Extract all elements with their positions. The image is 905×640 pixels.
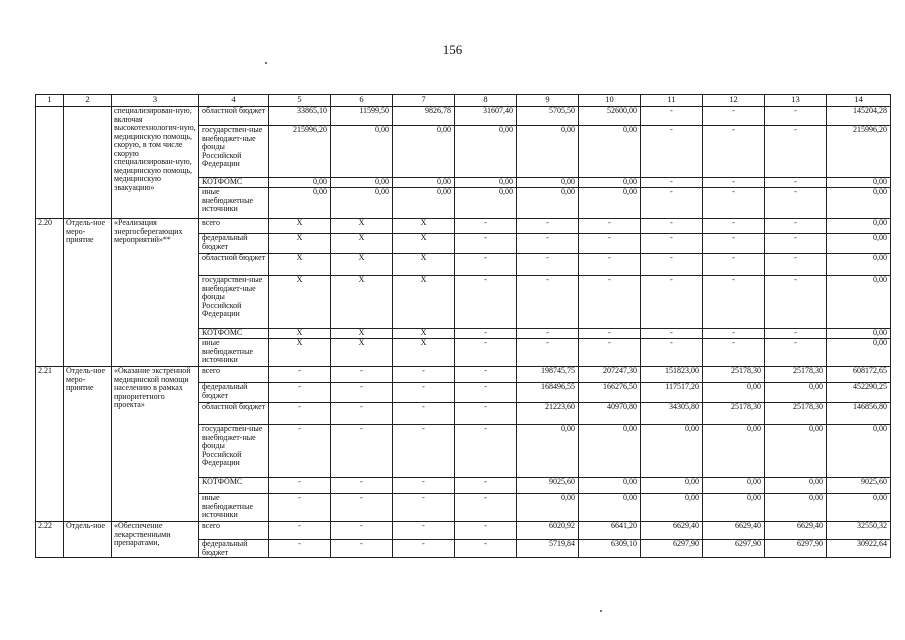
amount-cell: 5719,84 — [517, 540, 579, 558]
scan-speck — [265, 62, 267, 64]
amount-cell: 0,00 — [517, 425, 579, 478]
amount-cell: X — [269, 254, 331, 276]
amount-cell: - — [517, 276, 579, 329]
funding-source: областной бюджет — [199, 254, 269, 276]
amount-cell: - — [455, 219, 517, 234]
amount-cell: 0,00 — [579, 178, 641, 188]
funding-source: КОТФОМС — [199, 329, 269, 339]
amount-cell: 0,00 — [269, 188, 331, 219]
amount-cell: 151823,00 — [641, 367, 703, 383]
funding-source: областной бюджет — [199, 107, 269, 126]
funding-source: областной бюджет — [199, 403, 269, 425]
amount-cell: 215996,20 — [269, 126, 331, 178]
amount-cell: - — [765, 329, 827, 339]
amount-cell: - — [765, 219, 827, 234]
amount-cell: - — [393, 425, 455, 478]
column-number: 10 — [579, 95, 641, 107]
column-number: 2 — [64, 95, 112, 107]
measure-number: 2.21 — [36, 367, 64, 522]
column-number: 8 — [455, 95, 517, 107]
amount-cell: 0,00 — [703, 494, 765, 522]
amount-cell: 145204,28 — [827, 107, 891, 126]
funding-source: государствен-ные внебюджет-ные фонды Российской Федерации — [199, 425, 269, 478]
amount-cell: X — [331, 219, 393, 234]
measure-type — [64, 107, 112, 219]
amount-cell: 0,00 — [641, 425, 703, 478]
table-row — [36, 522, 891, 540]
amount-cell: 11599,50 — [331, 107, 393, 126]
amount-cell: 0,00 — [517, 188, 579, 219]
amount-cell: 9025,60 — [517, 478, 579, 494]
column-number: 6 — [331, 95, 393, 107]
amount-cell: - — [641, 339, 703, 367]
amount-cell: 0,00 — [331, 188, 393, 219]
amount-cell: 0,00 — [517, 126, 579, 178]
amount-cell: - — [517, 234, 579, 254]
measure-name: специализирован-ную, включая высокотехнологич-ную, медицинскую помощь, скорую, в том числе скорую специализирован-ную, медицинскую помощь, медицинскую эвакуацию» — [112, 107, 199, 219]
amount-cell: - — [641, 188, 703, 219]
amount-cell: 0,00 — [827, 219, 891, 234]
amount-cell: - — [455, 383, 517, 403]
amount-cell: X — [393, 339, 455, 367]
scan-speck — [600, 610, 602, 612]
amount-cell: X — [331, 234, 393, 254]
amount-cell: - — [765, 234, 827, 254]
amount-cell: - — [393, 383, 455, 403]
amount-cell: - — [517, 219, 579, 234]
amount-cell: - — [579, 219, 641, 234]
amount-cell: - — [455, 367, 517, 383]
amount-cell: - — [703, 329, 765, 339]
amount-cell: - — [703, 219, 765, 234]
amount-cell: - — [703, 178, 765, 188]
funding-source: государствен-ные внебюджет-ные фонды Российской Федерации — [199, 276, 269, 329]
amount-cell: 6309,10 — [579, 540, 641, 558]
amount-cell: - — [269, 383, 331, 403]
amount-cell: 9025,60 — [827, 478, 891, 494]
amount-cell: 0,00 — [517, 178, 579, 188]
funding-source: федеральный бюджет — [199, 383, 269, 403]
amount-cell: - — [331, 478, 393, 494]
measure-number: 2.22 — [36, 522, 64, 558]
amount-cell: 0,00 — [579, 126, 641, 178]
measure-number — [36, 107, 64, 219]
amount-cell: 0,00 — [579, 425, 641, 478]
amount-cell: - — [641, 329, 703, 339]
amount-cell: - — [269, 403, 331, 425]
amount-cell: X — [331, 276, 393, 329]
amount-cell: 21223,60 — [517, 403, 579, 425]
amount-cell: - — [641, 126, 703, 178]
amount-cell: 52600,00 — [579, 107, 641, 126]
amount-cell: 0,00 — [517, 494, 579, 522]
amount-cell: 6297,90 — [765, 540, 827, 558]
amount-cell: - — [455, 254, 517, 276]
amount-cell: - — [641, 178, 703, 188]
column-number: 7 — [393, 95, 455, 107]
amount-cell: 0,00 — [455, 126, 517, 178]
amount-cell: - — [517, 254, 579, 276]
amount-cell: - — [641, 219, 703, 234]
amount-cell: - — [393, 367, 455, 383]
amount-cell: - — [269, 540, 331, 558]
amount-cell: 0,00 — [827, 254, 891, 276]
amount-cell: - — [269, 494, 331, 522]
amount-cell: 0,00 — [765, 494, 827, 522]
funding-source: государствен-ные внебюджет-ные фонды Российской Федерации — [199, 126, 269, 178]
amount-cell: - — [455, 425, 517, 478]
amount-cell: - — [269, 522, 331, 540]
amount-cell: - — [455, 234, 517, 254]
amount-cell: 32550,32 — [827, 522, 891, 540]
amount-cell: 6629,40 — [765, 522, 827, 540]
amount-cell: - — [455, 494, 517, 522]
amount-cell: 0,00 — [827, 339, 891, 367]
amount-cell: 168496,55 — [517, 383, 579, 403]
amount-cell: - — [269, 478, 331, 494]
amount-cell: - — [269, 425, 331, 478]
amount-cell: - — [703, 126, 765, 178]
funding-source: всего — [199, 367, 269, 383]
amount-cell: - — [393, 403, 455, 425]
amount-cell: 117517,20 — [641, 383, 703, 403]
amount-cell: - — [455, 276, 517, 329]
column-number: 9 — [517, 95, 579, 107]
amount-cell: - — [703, 339, 765, 367]
amount-cell: X — [393, 219, 455, 234]
amount-cell: - — [703, 188, 765, 219]
amount-cell: 0,00 — [579, 494, 641, 522]
amount-cell: 6629,40 — [703, 522, 765, 540]
amount-cell: - — [331, 403, 393, 425]
amount-cell: - — [579, 254, 641, 276]
amount-cell: 0,00 — [331, 126, 393, 178]
amount-cell: 6297,90 — [703, 540, 765, 558]
amount-cell: X — [331, 329, 393, 339]
funding-source: иные внебюджетные источники — [199, 494, 269, 522]
amount-cell: - — [579, 234, 641, 254]
amount-cell: 33865,10 — [269, 107, 331, 126]
amount-cell: 0,00 — [827, 188, 891, 219]
amount-cell: X — [269, 276, 331, 329]
table-row — [36, 219, 891, 234]
amount-cell: - — [455, 478, 517, 494]
amount-cell: 0,00 — [331, 178, 393, 188]
page-number: 156 — [442, 42, 463, 57]
amount-cell: 0,00 — [827, 494, 891, 522]
measure-type: Отдель-ное — [64, 522, 112, 558]
amount-cell: - — [393, 540, 455, 558]
column-number: 5 — [269, 95, 331, 107]
amount-cell: 31607,40 — [455, 107, 517, 126]
amount-cell: 25178,30 — [703, 367, 765, 383]
amount-cell: - — [331, 522, 393, 540]
amount-cell: X — [269, 339, 331, 367]
amount-cell: - — [765, 126, 827, 178]
amount-cell: 0,00 — [393, 126, 455, 178]
amount-cell: - — [703, 107, 765, 126]
amount-cell: 0,00 — [827, 329, 891, 339]
column-number: 1 — [36, 95, 64, 107]
amount-cell: 0,00 — [765, 425, 827, 478]
column-number: 4 — [199, 95, 269, 107]
amount-cell: 0,00 — [455, 188, 517, 219]
amount-cell: 40970,80 — [579, 403, 641, 425]
measure-number: 2.20 — [36, 219, 64, 367]
amount-cell: 0,00 — [827, 425, 891, 478]
table-row — [36, 367, 891, 383]
measure-type: Отдель-ное меро-приятие — [64, 367, 112, 522]
amount-cell: - — [517, 339, 579, 367]
amount-cell: 0,00 — [579, 478, 641, 494]
amount-cell: 0,00 — [827, 178, 891, 188]
amount-cell: 0,00 — [827, 276, 891, 329]
measure-name: «Оказание экстренной медицинской помощи населению в рамках приоритетного проекта» — [112, 367, 199, 522]
amount-cell: 0,00 — [393, 188, 455, 219]
funding-source: иные внебюджетные источники — [199, 339, 269, 367]
amount-cell: 25178,30 — [765, 403, 827, 425]
amount-cell: X — [393, 234, 455, 254]
amount-cell: - — [269, 367, 331, 383]
amount-cell: - — [765, 339, 827, 367]
amount-cell: 0,00 — [641, 478, 703, 494]
amount-cell: 6297,90 — [641, 540, 703, 558]
column-number: 14 — [827, 95, 891, 107]
amount-cell: 198745,75 — [517, 367, 579, 383]
amount-cell: 146856,80 — [827, 403, 891, 425]
amount-cell: - — [703, 234, 765, 254]
amount-cell: - — [393, 522, 455, 540]
amount-cell: - — [455, 403, 517, 425]
amount-cell: 5705,50 — [517, 107, 579, 126]
amount-cell: 0,00 — [703, 478, 765, 494]
amount-cell: 0,00 — [703, 425, 765, 478]
funding-source: КОТФОМС — [199, 478, 269, 494]
funding-source: всего — [199, 219, 269, 234]
amount-cell: 452290,25 — [827, 383, 891, 403]
amount-cell: 215996,20 — [827, 126, 891, 178]
amount-cell: X — [269, 219, 331, 234]
amount-cell: X — [393, 254, 455, 276]
amount-cell: X — [331, 254, 393, 276]
amount-cell: 6020,92 — [517, 522, 579, 540]
amount-cell: - — [331, 383, 393, 403]
amount-cell: 166276,50 — [579, 383, 641, 403]
amount-cell: - — [765, 254, 827, 276]
amount-cell: 30922,64 — [827, 540, 891, 558]
table-row — [36, 107, 891, 126]
column-number: 13 — [765, 95, 827, 107]
measure-type: Отдель-ное меро-приятие — [64, 219, 112, 367]
amount-cell: 0,00 — [455, 178, 517, 188]
amount-cell: - — [331, 425, 393, 478]
amount-cell: 0,00 — [269, 178, 331, 188]
funding-source: иные внебюджетные источники — [199, 188, 269, 219]
amount-cell: 6629,40 — [641, 522, 703, 540]
amount-cell: X — [393, 276, 455, 329]
funding-source: КОТФОМС — [199, 178, 269, 188]
measure-name: «Реализация энергосберегающих мероприятий»** — [112, 219, 199, 367]
column-number: 12 — [703, 95, 765, 107]
amount-cell: 0,00 — [765, 383, 827, 403]
amount-cell: - — [455, 522, 517, 540]
column-number-row — [36, 95, 891, 107]
amount-cell: - — [579, 329, 641, 339]
amount-cell: - — [331, 540, 393, 558]
amount-cell: - — [455, 329, 517, 339]
amount-cell: - — [765, 107, 827, 126]
amount-cell: - — [641, 107, 703, 126]
amount-cell: 0,00 — [579, 188, 641, 219]
amount-cell: - — [579, 276, 641, 329]
amount-cell: 9826,78 — [393, 107, 455, 126]
amount-cell: - — [517, 329, 579, 339]
amount-cell: - — [331, 367, 393, 383]
amount-cell: X — [269, 329, 331, 339]
amount-cell: 0,00 — [703, 383, 765, 403]
funding-source: всего — [199, 522, 269, 540]
amount-cell: 0,00 — [641, 494, 703, 522]
amount-cell: 0,00 — [765, 478, 827, 494]
amount-cell: - — [455, 339, 517, 367]
column-number: 3 — [112, 95, 199, 107]
amount-cell: X — [331, 339, 393, 367]
amount-cell: 608172,65 — [827, 367, 891, 383]
amount-cell: - — [703, 276, 765, 329]
amount-cell: - — [765, 178, 827, 188]
amount-cell: - — [765, 276, 827, 329]
column-number: 11 — [641, 95, 703, 107]
amount-cell: 207247,30 — [579, 367, 641, 383]
amount-cell: 0,00 — [827, 234, 891, 254]
amount-cell: - — [393, 478, 455, 494]
amount-cell: - — [703, 254, 765, 276]
funding-source: федеральный бюджет — [199, 540, 269, 558]
amount-cell: - — [641, 234, 703, 254]
amount-cell: - — [579, 339, 641, 367]
funding-source: федеральный бюджет — [199, 234, 269, 254]
amount-cell: - — [641, 276, 703, 329]
amount-cell: 25178,30 — [765, 367, 827, 383]
amount-cell: X — [269, 234, 331, 254]
amount-cell: - — [765, 188, 827, 219]
measure-name: «Обеспечение лекарственными препаратами, — [112, 522, 199, 558]
amount-cell: - — [641, 254, 703, 276]
amount-cell: - — [393, 494, 455, 522]
amount-cell: 34305,80 — [641, 403, 703, 425]
amount-cell: - — [331, 494, 393, 522]
amount-cell: 0,00 — [393, 178, 455, 188]
amount-cell: 25178,30 — [703, 403, 765, 425]
amount-cell: - — [455, 540, 517, 558]
amount-cell: 6641,20 — [579, 522, 641, 540]
amount-cell: X — [393, 329, 455, 339]
budget-table — [35, 94, 891, 558]
